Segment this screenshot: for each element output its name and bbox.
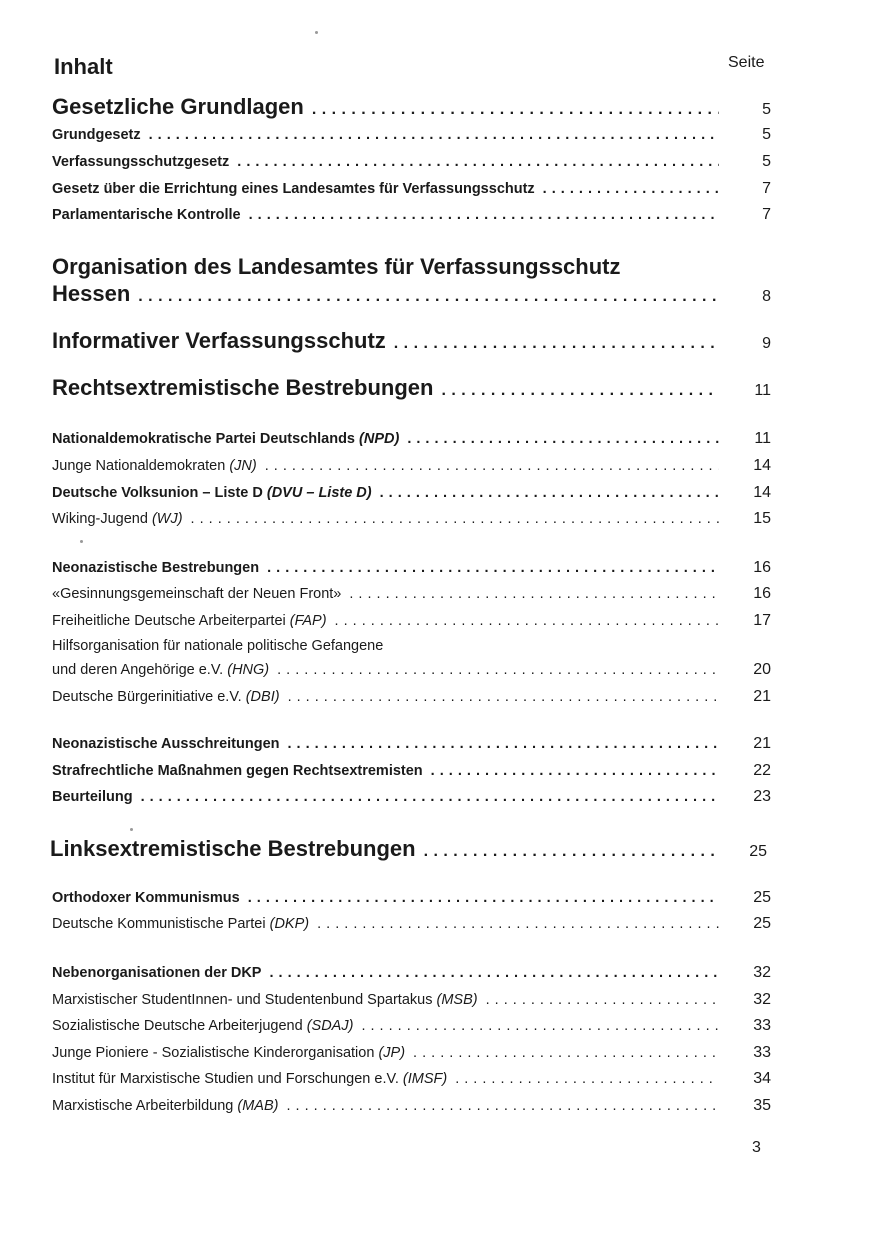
toc-entry-grundgesetz[interactable]: Grundgesetz . . . 5 bbox=[52, 126, 771, 144]
leader-dots bbox=[277, 662, 719, 678]
page-column-label: Seite bbox=[728, 54, 765, 71]
leader-dots bbox=[288, 736, 720, 752]
toc-entry-gesetz-errichtung[interactable]: Gesetz über die Errichtung eines Landesamtes für Verfassungsschutz . . . 7 bbox=[52, 180, 771, 198]
leader-dots bbox=[361, 1018, 719, 1034]
toc-entry-dbi[interactable]: Deutsche Bürgerinitiative e.V. (DBI) . . . 21 bbox=[52, 688, 771, 706]
toc-entry-dvu[interactable]: Deutsche Volksunion – Liste D (DVU – Liste D) . . . 14 bbox=[52, 484, 771, 502]
toc-entry-msb[interactable]: Marxistischer StudentInnen- und Studentenbund Spartakus (MSB) . . . 32 bbox=[52, 991, 771, 1009]
leader-dots bbox=[248, 890, 719, 906]
toc-entry-dkp[interactable]: Deutsche Kommunistische Partei (DKP) . . . 25 bbox=[52, 915, 771, 933]
toc-title: Inhalt bbox=[54, 54, 113, 79]
scan-speck bbox=[315, 31, 318, 34]
toc-entry-gesinnungsgemeinschaft[interactable]: «Gesinnungsgemeinschaft der Neuen Front» . . . 16 bbox=[52, 585, 771, 603]
leader-dots bbox=[380, 485, 719, 501]
leader-dots bbox=[312, 101, 719, 119]
toc-entry-wj[interactable]: Wiking-Jugend (WJ) . . . 15 bbox=[52, 510, 771, 528]
leader-dots bbox=[543, 181, 719, 197]
toc-entry-sdaj[interactable]: Sozialistische Deutsche Arbeiterjugend (SDAJ) . . . 33 bbox=[52, 1017, 771, 1035]
leader-dots bbox=[424, 843, 715, 861]
leader-dots bbox=[269, 965, 719, 981]
leader-dots bbox=[394, 335, 719, 353]
leader-dots bbox=[349, 586, 719, 602]
leader-dots bbox=[138, 288, 719, 306]
scan-speck bbox=[130, 828, 133, 831]
toc-entry-mab[interactable]: Marxistische Arbeiterbildung (MAB) . . . 35 bbox=[52, 1097, 771, 1115]
leader-dots bbox=[407, 431, 719, 447]
toc-entry-jp[interactable]: Junge Pioniere - Sozialistische Kinderorganisation (JP) . . . 33 bbox=[52, 1044, 771, 1062]
toc-entry-neonazistische-bestrebungen[interactable]: Neonazistische Bestrebungen . . . 16 bbox=[52, 559, 771, 577]
toc-entry-strafrechtliche-massnahmen[interactable]: Strafrechtliche Maßnahmen gegen Rechtsextremisten . . . 22 bbox=[52, 762, 771, 780]
leader-dots bbox=[249, 207, 719, 223]
leader-dots bbox=[191, 511, 719, 527]
leader-dots bbox=[265, 458, 719, 474]
toc-entry-imsf[interactable]: Institut für Marxistische Studien und Forschungen e.V. (IMSF) . . . 34 bbox=[52, 1070, 771, 1088]
toc-entry-jn[interactable]: Junge Nationaldemokraten (JN) . . . 14 bbox=[52, 457, 771, 475]
toc-entry-linksextremistische-bestrebungen[interactable]: Linksextremistische Bestrebungen . . . 25 bbox=[50, 836, 767, 862]
toc-entry-organisation-hessen[interactable]: Hessen . . . 8 bbox=[52, 281, 771, 307]
toc-entry-beurteilung[interactable]: Beurteilung . . . 23 bbox=[52, 788, 771, 806]
leader-dots bbox=[431, 763, 719, 779]
leader-dots bbox=[413, 1045, 719, 1061]
leader-dots bbox=[267, 560, 719, 576]
toc-entry-fap[interactable]: Freiheitliche Deutsche Arbeiterpartei (FAP) . . . 17 bbox=[52, 612, 771, 630]
page-number: 3 bbox=[752, 1139, 761, 1156]
toc-entry-nebenorganisationen-dkp[interactable]: Nebenorganisationen der DKP . . . 32 bbox=[52, 964, 771, 982]
toc-entry-hng[interactable]: und deren Angehörige e.V. (HNG) . . . 20 bbox=[52, 661, 771, 679]
leader-dots bbox=[441, 382, 719, 400]
toc-entry-parlamentarische-kontrolle[interactable]: Parlamentarische Kontrolle . . . 7 bbox=[52, 206, 771, 224]
leader-dots bbox=[317, 916, 719, 932]
toc-entry-neonazistische-ausschreitungen[interactable]: Neonazistische Ausschreitungen . . . 21 bbox=[52, 735, 771, 753]
toc-entry-hng-line1[interactable]: Hilfsorganisation für nationale politische Gefangene bbox=[52, 638, 384, 654]
leader-dots bbox=[486, 992, 719, 1008]
toc-entry-informativer-verfassungsschutz[interactable]: Informativer Verfassungsschutz . . . 9 bbox=[52, 328, 771, 354]
toc-entry-npd[interactable]: Nationaldemokratische Partei Deutschlands (NPD) . . . 11 bbox=[52, 430, 771, 448]
leader-dots bbox=[237, 154, 719, 170]
toc-entry-orthodoxer-kommunismus[interactable]: Orthodoxer Kommunismus . . . 25 bbox=[52, 889, 771, 907]
toc-entry-organisation-line1[interactable]: Organisation des Landesamtes für Verfassungsschutz bbox=[52, 254, 621, 279]
toc-entry-gesetzliche-grundlagen[interactable]: Gesetzliche Grundlagen . . . 5 bbox=[52, 94, 771, 120]
leader-dots bbox=[149, 127, 719, 143]
leader-dots bbox=[455, 1071, 719, 1087]
leader-dots bbox=[286, 1098, 719, 1114]
toc-entry-rechtsextremistische-bestrebungen[interactable]: Rechtsextremistische Bestrebungen . . . 11 bbox=[52, 375, 771, 401]
leader-dots bbox=[141, 789, 719, 805]
toc-entry-verfassungsschutzgesetz[interactable]: Verfassungsschutzgesetz . . . 5 bbox=[52, 153, 771, 171]
leader-dots bbox=[335, 613, 719, 629]
leader-dots bbox=[288, 689, 719, 705]
scan-speck bbox=[80, 540, 83, 543]
